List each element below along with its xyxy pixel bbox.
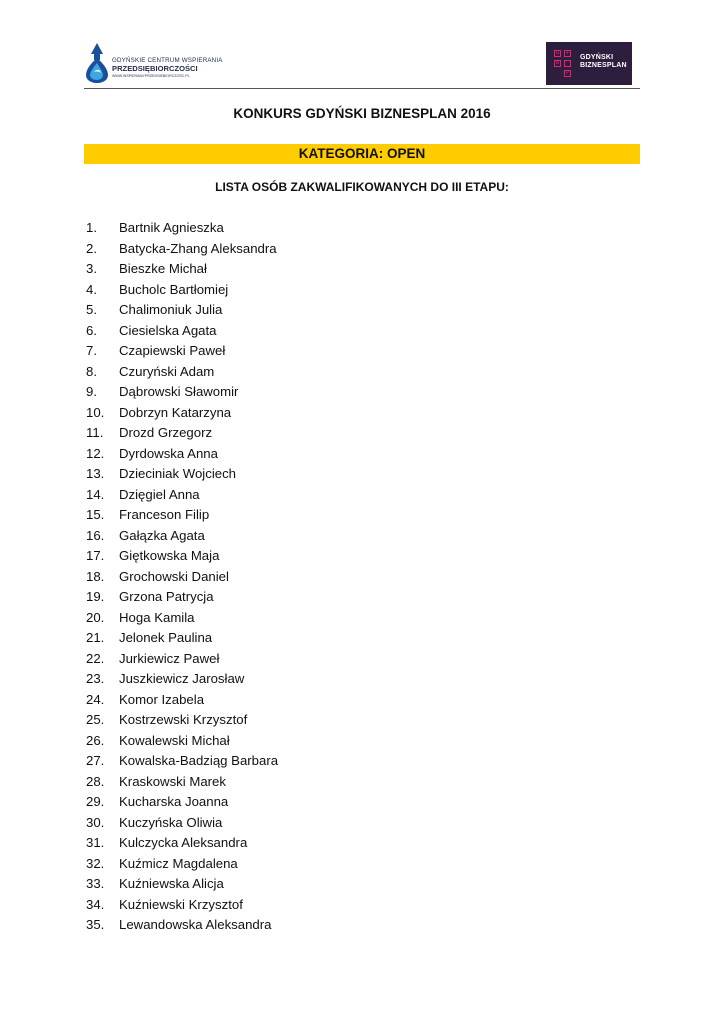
list-item-name: Kulczycka Aleksandra bbox=[119, 835, 248, 850]
list-item-name: Hoga Kamila bbox=[119, 609, 195, 625]
list-item bbox=[86, 239, 486, 260]
list-item bbox=[86, 485, 486, 506]
list-item-number: 17. bbox=[86, 548, 105, 563]
list-item-number: 3. bbox=[86, 261, 97, 276]
list-item-name: Drozd Grzegorz bbox=[119, 425, 213, 440]
list-item-name: Ciesielska Agata bbox=[119, 322, 217, 338]
logo-grid-cell: B bbox=[555, 60, 560, 66]
qualified-list bbox=[86, 218, 486, 936]
logo-grid-icon bbox=[554, 50, 576, 77]
list-item bbox=[86, 280, 486, 301]
list-item-number: 26. bbox=[86, 732, 105, 748]
list-item-name: Kowalewski Michał bbox=[119, 732, 230, 748]
list-item-name: Gałązka Agata bbox=[119, 527, 205, 543]
list-item-number: 1. bbox=[86, 220, 97, 235]
logo-grid-cell: G bbox=[555, 50, 560, 56]
list-item bbox=[86, 669, 486, 690]
list-item-name: Komor Izabela bbox=[119, 691, 205, 707]
list-item-number: 18. bbox=[86, 568, 105, 584]
logo-grid-cell bbox=[564, 60, 571, 67]
list-item bbox=[86, 218, 486, 239]
list-item-name: Franceson Filip bbox=[119, 507, 210, 522]
list-item bbox=[86, 505, 486, 526]
list-item-name: Jelonek Paulina bbox=[119, 630, 213, 645]
header-divider bbox=[84, 88, 640, 89]
list-item-name: Bartnik Agnieszka bbox=[119, 220, 224, 235]
list-item-number: 6. bbox=[86, 322, 97, 338]
list-item-number: 35. bbox=[86, 917, 105, 932]
list-item bbox=[86, 813, 486, 834]
rocket-drop-icon bbox=[84, 42, 110, 84]
list-item bbox=[86, 403, 486, 424]
list-item-number: 4. bbox=[86, 281, 97, 297]
logo-wordmark bbox=[580, 54, 627, 70]
list-item-name: Batycka-Zhang Aleksandra bbox=[119, 240, 277, 256]
list-item bbox=[86, 567, 486, 588]
list-item bbox=[86, 854, 486, 875]
list-item bbox=[86, 321, 486, 342]
list-item-name: Dzięgiel Anna bbox=[119, 486, 200, 502]
list-item bbox=[86, 915, 486, 936]
category-label: KATEGORIA: OPEN bbox=[298, 146, 426, 161]
list-item-name: Dyrdowska Anna bbox=[119, 445, 218, 461]
list-item-number: 13. bbox=[86, 466, 105, 481]
list-item bbox=[86, 649, 486, 670]
list-item bbox=[86, 259, 486, 280]
list-item bbox=[86, 608, 486, 629]
list-item-name: Dąbrowski Sławomir bbox=[119, 384, 239, 399]
list-item-number: 14. bbox=[86, 486, 105, 502]
list-item-name: Kucharska Joanna bbox=[119, 794, 229, 809]
list-item bbox=[86, 587, 486, 608]
list-item-number: 19. bbox=[86, 589, 105, 604]
list-item-number: 31. bbox=[86, 835, 105, 850]
page-header bbox=[84, 40, 640, 90]
list-item bbox=[86, 751, 486, 772]
list-item-number: 24. bbox=[86, 691, 105, 707]
list-item bbox=[86, 464, 486, 485]
list-item-name: Grochowski Daniel bbox=[119, 568, 229, 584]
list-item-name: Jurkiewicz Paweł bbox=[119, 650, 220, 666]
list-item-name: Juszkiewicz Jarosław bbox=[119, 671, 245, 686]
list-item-number: 16. bbox=[86, 527, 105, 543]
list-item-name: Kostrzewski Krzysztof bbox=[119, 712, 248, 727]
list-item-number: 12. bbox=[86, 445, 105, 461]
list-item-number: 5. bbox=[86, 302, 97, 317]
list-item-number: 2. bbox=[86, 240, 97, 256]
list-item bbox=[86, 833, 486, 854]
list-item-number: 29. bbox=[86, 794, 105, 809]
gcwp-logo-text bbox=[112, 58, 223, 79]
list-item-number: 25. bbox=[86, 712, 105, 727]
logo-line: BIZNESPLAN bbox=[580, 62, 627, 70]
logo-grid-cell: + bbox=[565, 50, 570, 56]
list-item bbox=[86, 895, 486, 916]
list-item bbox=[86, 423, 486, 444]
list-item-name: Czuryński Adam bbox=[119, 363, 215, 379]
logo-line: GDYŃSKIE CENTRUM WSPIERANIA bbox=[112, 57, 223, 64]
list-item bbox=[86, 628, 486, 649]
list-item bbox=[86, 690, 486, 711]
gdynski-biznesplan-logo bbox=[546, 42, 632, 85]
list-item-name: Kuźniewska Alicja bbox=[119, 876, 224, 891]
list-item-name: Grzona Patrycja bbox=[119, 589, 214, 604]
list-item bbox=[86, 444, 486, 465]
list-item-name: Bieszke Michał bbox=[119, 261, 207, 276]
list-item-name: Kuźmicz Magdalena bbox=[119, 855, 238, 871]
list-item-name: Dobrzyn Katarzyna bbox=[119, 404, 232, 420]
list-item bbox=[86, 341, 486, 362]
list-item-name: Bucholc Bartłomiej bbox=[119, 281, 229, 297]
list-item bbox=[86, 731, 486, 752]
page-title: KONKURS GDYŃSKI BIZNESPLAN 2016 bbox=[233, 106, 491, 121]
list-item-number: 11. bbox=[86, 425, 104, 440]
list-item-name: Czapiewski Paweł bbox=[119, 343, 226, 358]
list-item bbox=[86, 710, 486, 731]
list-item bbox=[86, 874, 486, 895]
logo-line: PRZEDSIĘBIORCZOŚCI bbox=[112, 63, 198, 73]
list-item bbox=[86, 546, 486, 567]
logo-line: GDYŃSKI bbox=[580, 54, 614, 61]
list-item-number: 15. bbox=[86, 507, 105, 522]
list-item-number: 10. bbox=[86, 404, 105, 420]
list-item-number: 23. bbox=[86, 671, 105, 686]
list-item-number: 20. bbox=[86, 609, 105, 625]
logo-grid-cell: P bbox=[565, 70, 569, 76]
list-item-name: Kuczyńska Oliwia bbox=[119, 814, 223, 830]
list-item-number: 9. bbox=[86, 384, 97, 399]
list-item bbox=[86, 526, 486, 547]
list-item-name: Chalimoniuk Julia bbox=[119, 302, 223, 317]
list-item-number: 7. bbox=[86, 343, 97, 358]
list-item-number: 34. bbox=[86, 896, 105, 912]
list-item-name: Kuźniewski Krzysztof bbox=[119, 896, 243, 912]
list-item bbox=[86, 362, 486, 383]
logo-url: WWW.WSPIERAMYPRZEDSIEBIORCZOSC.PL bbox=[112, 74, 190, 79]
gcwp-logo bbox=[84, 42, 244, 86]
list-item-name: Lewandowska Aleksandra bbox=[119, 917, 272, 932]
list-item bbox=[86, 300, 486, 321]
list-item-number: 32. bbox=[86, 855, 105, 871]
list-heading: LISTA OSÓB ZAKWALIFIKOWANYCH DO III ETAPU: bbox=[215, 180, 509, 194]
list-item-name: Kraskowski Marek bbox=[119, 773, 226, 789]
list-item-number: 28. bbox=[86, 773, 105, 789]
list-item-name: Giętkowska Maja bbox=[119, 548, 220, 563]
list-item-number: 27. bbox=[86, 753, 105, 768]
list-item-number: 30. bbox=[86, 814, 105, 830]
list-item-number: 21. bbox=[86, 630, 105, 645]
list-item-name: Kowalska-Badziąg Barbara bbox=[119, 753, 279, 768]
list-item-name: Dzieciniak Wojciech bbox=[119, 466, 237, 481]
list-item-number: 22. bbox=[86, 650, 105, 666]
list-item bbox=[86, 792, 486, 813]
list-item bbox=[86, 382, 486, 403]
list-item-number: 8. bbox=[86, 363, 97, 379]
list-item-number: 33. bbox=[86, 876, 105, 891]
list-item bbox=[86, 772, 486, 793]
category-banner bbox=[84, 144, 640, 164]
